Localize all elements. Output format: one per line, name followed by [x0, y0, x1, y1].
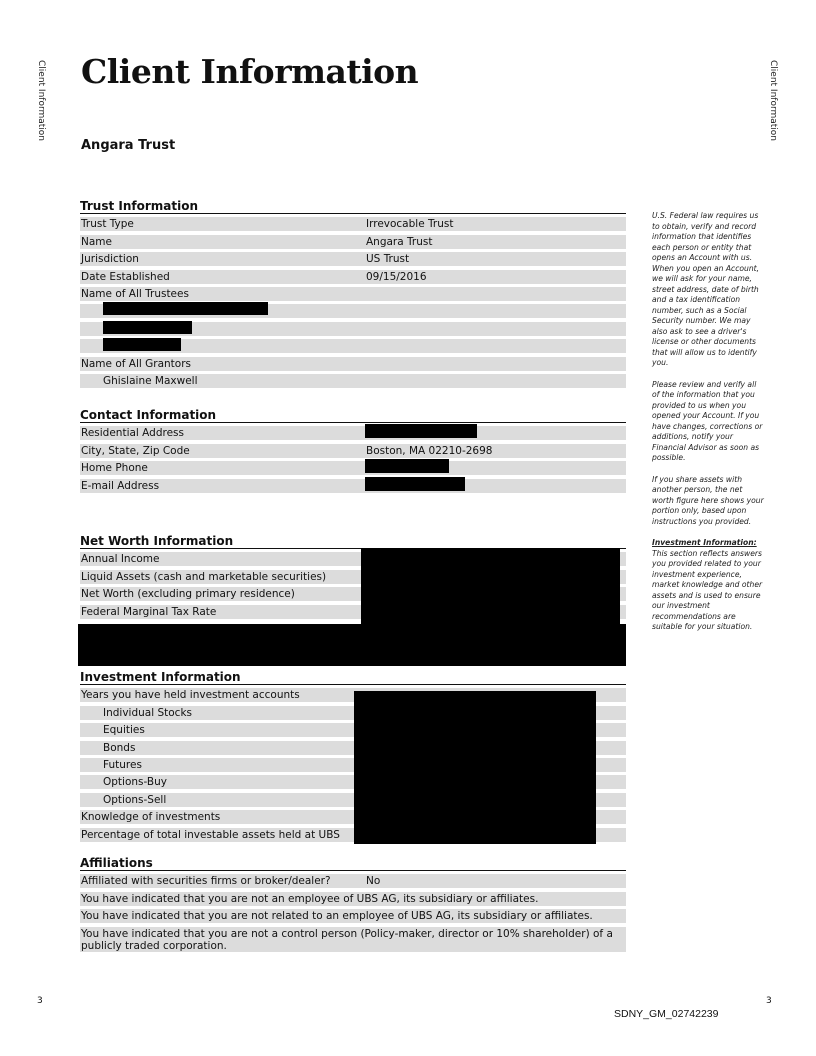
grantors-label: Name of All Grantors	[81, 357, 191, 370]
trustee-row	[80, 304, 626, 318]
sidebar-paragraph: U.S. Federal law requires us to obtain, verify and record information that identifies each person or entity that opens an Account with us. When you open an Account, we will ask for your name, street address, date of birth and a tax identification number, such as a Social Security number. We may also ask to see a driver's license or other documents that will allow us to identify you.	[652, 211, 760, 367]
broker-dealer-value: No	[366, 875, 381, 888]
affiliation-statement-row	[80, 909, 626, 923]
email-label: E-mail Address	[81, 479, 160, 492]
date-established-row	[80, 270, 626, 284]
equities-label: Equities	[103, 724, 145, 737]
stocks-label: Individual Stocks	[103, 706, 193, 719]
grantor-name: Ghislaine Maxwell	[103, 374, 198, 387]
trust-type-value: Irrevocable Trust	[366, 218, 454, 231]
trustees-row	[80, 287, 626, 301]
sidebar-paragraph: Please review and verify all of the information that you provided to us when you opened your Account. If you have changes, corrections or additions, notify your Financial Advisor as soon as possible.	[652, 379, 763, 462]
years-label: Years you have held investment accounts	[81, 689, 300, 702]
liquid-assets-label: Liquid Assets (cash and marketable securities)	[81, 570, 327, 583]
city-label: City, State, Zip Code	[81, 444, 190, 457]
side-label-right: Client Information	[768, 60, 778, 142]
redaction-block	[103, 321, 192, 334]
knowledge-label: Knowledge of investments	[81, 811, 221, 824]
jurisdiction-label: Jurisdiction	[81, 253, 139, 266]
trust-information-heading: Trust Information	[80, 199, 626, 214]
address-row	[80, 426, 626, 440]
trust-name-value: Angara Trust	[366, 235, 433, 248]
redaction-block	[78, 624, 626, 666]
phone-row	[80, 461, 626, 475]
grantor-row	[80, 374, 626, 388]
trustee-row	[80, 322, 626, 336]
annual-income-label: Annual Income	[81, 553, 160, 566]
jurisdiction-value: US Trust	[366, 253, 410, 266]
trust-name-label: Name	[81, 235, 112, 248]
tax-rate-label: Federal Marginal Tax Rate	[81, 605, 217, 618]
sidebar-notes	[652, 211, 764, 644]
sidebar-paragraph: This section reflects answers you provided related to your investment experience, market knowledge and other assets and is used to ensure our investment recommendations are suitable for your situation.	[652, 548, 763, 631]
date-established-value: 09/15/2016	[366, 270, 427, 283]
address-label: Residential Address	[81, 427, 184, 440]
side-label-left: Client Information	[36, 60, 46, 142]
contact-information-section	[80, 408, 626, 493]
redaction-block	[365, 477, 465, 491]
percentage-label: Percentage of total investable assets held at UBS	[81, 828, 340, 841]
contact-information-heading: Contact Information	[80, 408, 626, 423]
page-title: Client Information	[81, 52, 419, 91]
affiliation-statement-row	[80, 927, 626, 952]
redaction-block	[365, 459, 449, 473]
page-number-right: 3	[766, 996, 772, 1006]
email-row	[80, 479, 626, 493]
redaction-block	[103, 302, 268, 315]
redaction-block	[365, 424, 477, 438]
jurisdiction-row	[80, 252, 626, 266]
net-worth-label: Net Worth (excluding primary residence)	[81, 588, 295, 601]
trust-type-row	[80, 217, 626, 231]
bonds-label: Bonds	[103, 741, 136, 754]
options-sell-label: Options-Sell	[103, 793, 167, 806]
affiliations-section	[80, 856, 626, 952]
redaction-block	[103, 338, 181, 351]
bates-number: SDNY_GM_02742239	[614, 1008, 719, 1020]
sidebar-investment-heading: Investment Information:	[652, 538, 757, 547]
affiliation-statement: You have indicated that you are not an employee of UBS AG, its subsidiary or affiliates.	[81, 892, 539, 905]
trustee-row	[80, 339, 626, 353]
affiliation-statement: You have indicated that you are not related to an employee of UBS AG, its subsidiary or affiliates.	[81, 910, 593, 923]
net-worth-heading: Net Worth Information	[80, 534, 626, 549]
trust-name-row	[80, 235, 626, 249]
trust-type-label: Trust Type	[81, 218, 134, 231]
client-name: Angara Trust	[81, 138, 176, 153]
sidebar-paragraph: If you share assets with another person, the net worth figure here shows your portion only, based upon instructions you provided.	[652, 474, 764, 526]
trust-information-section	[80, 199, 626, 388]
affiliation-statement: You have indicated that you are not a control person (Policy-maker, director or 10% shareholder) of a publicly traded corporation.	[81, 927, 613, 952]
options-buy-label: Options-Buy	[103, 776, 167, 789]
redaction-block	[354, 691, 596, 844]
date-established-label: Date Established	[81, 270, 170, 283]
redaction-block	[361, 548, 620, 626]
affiliations-heading: Affiliations	[80, 856, 626, 871]
phone-label: Home Phone	[81, 462, 148, 475]
investment-information-heading: Investment Information	[80, 670, 626, 685]
trustees-label: Name of All Trustees	[81, 287, 189, 300]
affiliation-statement-row	[80, 892, 626, 906]
broker-dealer-label: Affiliated with securities firms or broker/dealer?	[81, 875, 331, 888]
city-row	[80, 444, 626, 458]
city-value: Boston, MA 02210-2698	[366, 444, 493, 457]
futures-label: Futures	[103, 758, 142, 771]
broker-dealer-row	[80, 874, 626, 888]
page-number-left: 3	[37, 996, 43, 1006]
grantors-row	[80, 357, 626, 371]
